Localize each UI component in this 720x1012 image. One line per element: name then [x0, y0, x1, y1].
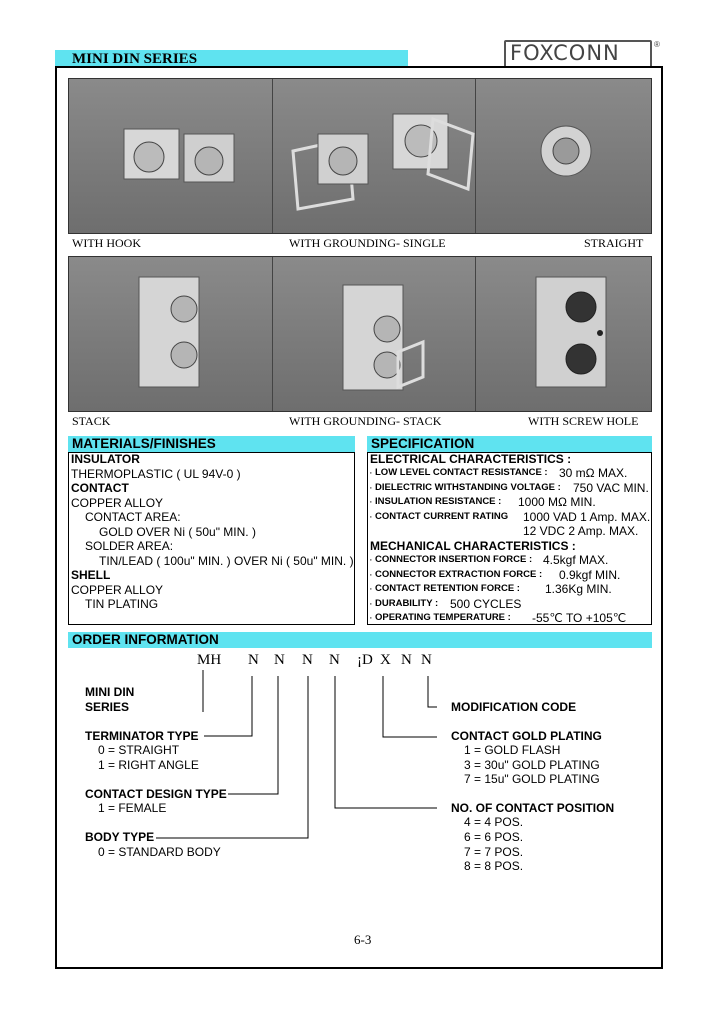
gold-plating-option: 1 = GOLD FLASH [464, 743, 561, 757]
code-design: N [274, 652, 285, 668]
page-number: 6-3 [354, 932, 372, 947]
spec-key: CONNECTOR INSERTION FORCE : [375, 554, 533, 565]
materials-title: MATERIALS/FINISHES [68, 436, 355, 452]
spec-bullet: · [369, 496, 373, 508]
code-terminator: N [248, 652, 259, 668]
gold-plating-option: 7 = 15u" GOLD PLATING [464, 772, 600, 786]
spec-key: OPERATING TEMPERATURE : [375, 612, 511, 623]
contact-position-option: 7 = 7 POS. [464, 845, 524, 859]
materials-line: TIN PLATING [85, 597, 159, 611]
body-type-label: BODY TYPE [85, 830, 155, 844]
caption-with-grounding-stack: WITH GROUNDING- STACK [289, 414, 442, 428]
contact-design-option: 1 = FEMALE [98, 801, 167, 815]
contact-position-label: NO. OF CONTACT POSITION [451, 801, 615, 815]
spec-value: 12 VDC 2 Amp. MAX. [523, 524, 639, 538]
order-title: ORDER INFORMATION [68, 632, 652, 648]
spec-key: DIELECTRIC WITHSTANDING VOLTAGE : [375, 481, 561, 493]
spec-value: 0.9kgf MIN. [559, 567, 621, 582]
brand-name: FOXCONN [510, 41, 620, 65]
spec-value: 1.36Kg MIN. [545, 582, 612, 596]
materials-line: COPPER ALLOY [71, 582, 164, 597]
materials-line: GOLD OVER Ni ( 50u" MIN. ) [99, 524, 256, 539]
spec-key: CONTACT RETENTION FORCE : [375, 583, 520, 594]
spec-bullet: · [369, 510, 373, 523]
code-mod-2: N [421, 652, 432, 668]
spec-key: DURABILITY : [375, 597, 439, 609]
series-title: MINI DIN SERIES [72, 51, 198, 67]
spec-key: INSULATION RESISTANCE : [375, 496, 502, 507]
materials-line: COPPER ALLOY [71, 495, 164, 510]
spec-value: 30 mΩ MAX. [559, 466, 628, 480]
contact-position-option: 4 = 4 POS. [464, 815, 524, 829]
terminator-type-label: TERMINATOR TYPE [85, 729, 199, 743]
materials-line: SOLDER AREA: [85, 539, 174, 553]
contact-design-type-label: CONTACT DESIGN TYPE [85, 787, 227, 801]
spec-bullet: · [369, 597, 373, 610]
caption-straight: STRAIGHT [584, 236, 644, 250]
specification-title: SPECIFICATION [367, 436, 652, 452]
contact-position-option: 6 = 6 POS. [464, 830, 524, 844]
terminator-option: 0 = STRAIGHT [98, 743, 180, 757]
spec-bullet: · [369, 554, 373, 566]
mini-din-label: MINI DIN [85, 685, 135, 699]
contact-position-option: 8 = 8 POS. [464, 859, 524, 873]
materials-heading: INSULATOR [71, 452, 140, 466]
spec-value: 4.5kgf MAX. [543, 553, 609, 567]
caption-with-hook: WITH HOOK [72, 236, 141, 250]
spec-value: 1000 VAD 1 Amp. MAX. [523, 509, 651, 524]
spec-value: 750 VAC MIN. [573, 480, 649, 495]
code-separator: ¡D [357, 652, 373, 668]
caption-with-grounding-single: WITH GROUNDING- SINGLE [289, 236, 446, 250]
spec-value: -55℃ TO +105℃ [532, 611, 627, 625]
spec-value: 500 CYCLES [450, 596, 522, 611]
spec-bullet: · [369, 467, 373, 479]
mechanical-title: MECHANICAL CHARACTERISTICS : [370, 539, 576, 553]
code-positions: N [329, 652, 340, 668]
spec-bullet: · [369, 568, 373, 581]
code-plating: X [380, 652, 391, 668]
spec-bullet: · [369, 583, 373, 595]
spec-bullet: · [369, 481, 373, 494]
code-mod-1: N [401, 652, 412, 668]
spec-key: CONNECTOR EXTRACTION FORCE : [375, 568, 543, 580]
spec-bullet: · [369, 612, 373, 624]
spec-key: LOW LEVEL CONTACT RESISTANCE : [375, 467, 548, 478]
caption-with-screw-hole: WITH SCREW HOLE [528, 414, 639, 428]
materials-heading: CONTACT [71, 481, 129, 495]
electrical-title: ELECTRICAL CHARACTERISTICS : [370, 452, 572, 466]
spec-value: 1000 MΩ MIN. [518, 495, 596, 509]
materials-line: CONTACT AREA: [85, 510, 181, 524]
contact-gold-plating-label: CONTACT GOLD PLATING [451, 729, 602, 743]
caption-stack: STACK [72, 414, 111, 428]
gold-plating-option: 3 = 30u" GOLD PLATING [464, 758, 600, 772]
spec-key: CONTACT CURRENT RATING [375, 510, 509, 522]
materials-line: THERMOPLASTIC ( UL 94V-0 ) [71, 466, 241, 481]
modification-code-label: MODIFICATION CODE [451, 700, 577, 714]
materials-heading: SHELL [71, 568, 111, 582]
series-label: SERIES [85, 700, 130, 714]
code-prefix: MH [197, 652, 222, 668]
code-body: N [302, 652, 313, 668]
body-type-option: 0 = STANDARD BODY [98, 845, 221, 859]
terminator-option: 1 = RIGHT ANGLE [98, 758, 199, 772]
foxconn-logo: FOXCONN ® [504, 40, 654, 70]
materials-line: TIN/LEAD ( 100u" MIN. ) OVER Ni ( 50u" MIN. ) [99, 553, 354, 568]
